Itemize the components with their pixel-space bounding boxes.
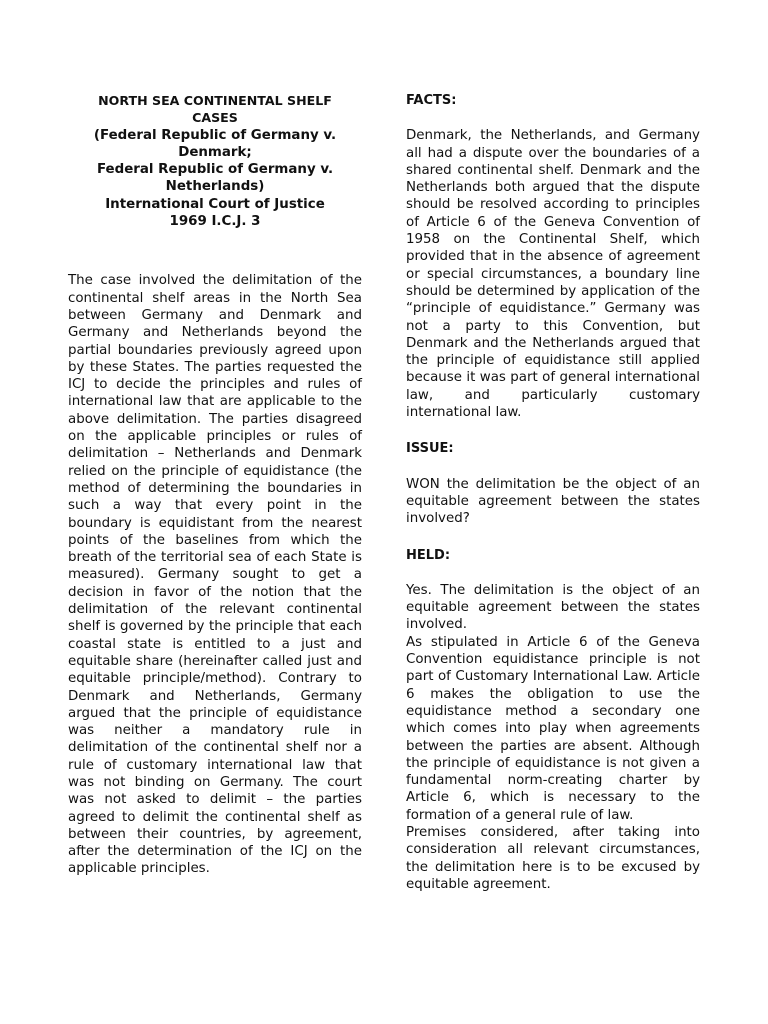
- title-line: CASES: [192, 110, 238, 126]
- held-paragraph: Premises considered, after taking into consideration all relevant circumstances, the delimitation here is to be excused by equitable agreement.: [406, 824, 700, 892]
- left-column: [68, 92, 362, 878]
- title-line: NORTH SEA CONTINENTAL SHELF: [98, 93, 332, 108]
- facts-paragraph: Denmark, the Netherlands, and Germany all had a dispute over the boundaries of a shared continental shelf. Denmark and the Netherlands both argued that the dispute should be resolved according to principles of Article 6 of the Geneva Convention of 1958 on the Continental Shelf, which provided that in the absence of agreement or special circumstances, a boundary line should be determined by application of the “principle of equidistance.” Germany was not a party to this Convention, but Denmark and the Netherlands argued that the principle of equidistance still applied because it was part of general international law, and particularly customary international law.: [406, 128, 700, 421]
- held-paragraph: As stipulated in Article 6 of the Geneva Convention equidistance principle is not part of Customary International Law. Article 6 makes the obligation to use the equidistance method a secondary one which comes into play when agreements between the parties are absent. Although the principle of equidistance is not given a fundamental norm-creating charter by Article 6, which is necessary to the formation of a general rule of law.: [406, 634, 700, 823]
- case-summary-paragraph: The case involved the delimitation of the continental shelf areas in the North Sea between Germany and Denmark and Germany and Netherlands beyond the partial boundaries previously agreed upon by these States. The parties requested the ICJ to decide the principles and rules of international law that are applicable to the above delimitation. The parties disagreed on the applicable principles or rules of delimitation – Netherlands and Denmark relied on the principle of equidistance (the method of determining the boundaries in such a way that every point in the boundary is equidistant from the nearest points of the baselines from which the breath of the territorial sea of each State is measured). Germany sought to get a decision in favor of the notion that the delimitation of the relevant continental shelf is governed by the principle that each coastal state is entitled to a just and equitable share (hereinafter called just and equitable principle/method). Contrary to Denmark and Netherlands, Germany argued that the principle of equidistance was neither a mandatory rule in delimitation of the continental shelf nor a rule of customary international law that was not binding on Germany. The court was not asked to delimit – the parties agreed to delimit the continental shelf as between their countries, by agreement, after the determination of the ICJ on the applicable principles.: [68, 273, 362, 877]
- held-heading: HELD:: [406, 547, 451, 563]
- title-line: Denmark;: [178, 144, 252, 160]
- held-paragraph: Yes. The delimitation is the object of an equitable agreement between the states involved.: [406, 582, 700, 633]
- facts-heading: FACTS:: [406, 93, 457, 108]
- right-column: [406, 92, 700, 893]
- issue-heading: ISSUE:: [406, 441, 454, 457]
- title-line: Netherlands): [165, 179, 265, 195]
- title-line: Federal Republic of Germany v.: [96, 162, 334, 178]
- title-line: International Court of Justice: [105, 196, 325, 212]
- title-line: (Federal Republic of Germany v.: [93, 127, 337, 143]
- title-line: 1969 I.C.J. 3: [169, 214, 261, 230]
- issue-paragraph: WON the delimitation be the object of an equitable agreement between the states involved?: [406, 476, 700, 527]
- case-title: [68, 92, 362, 230]
